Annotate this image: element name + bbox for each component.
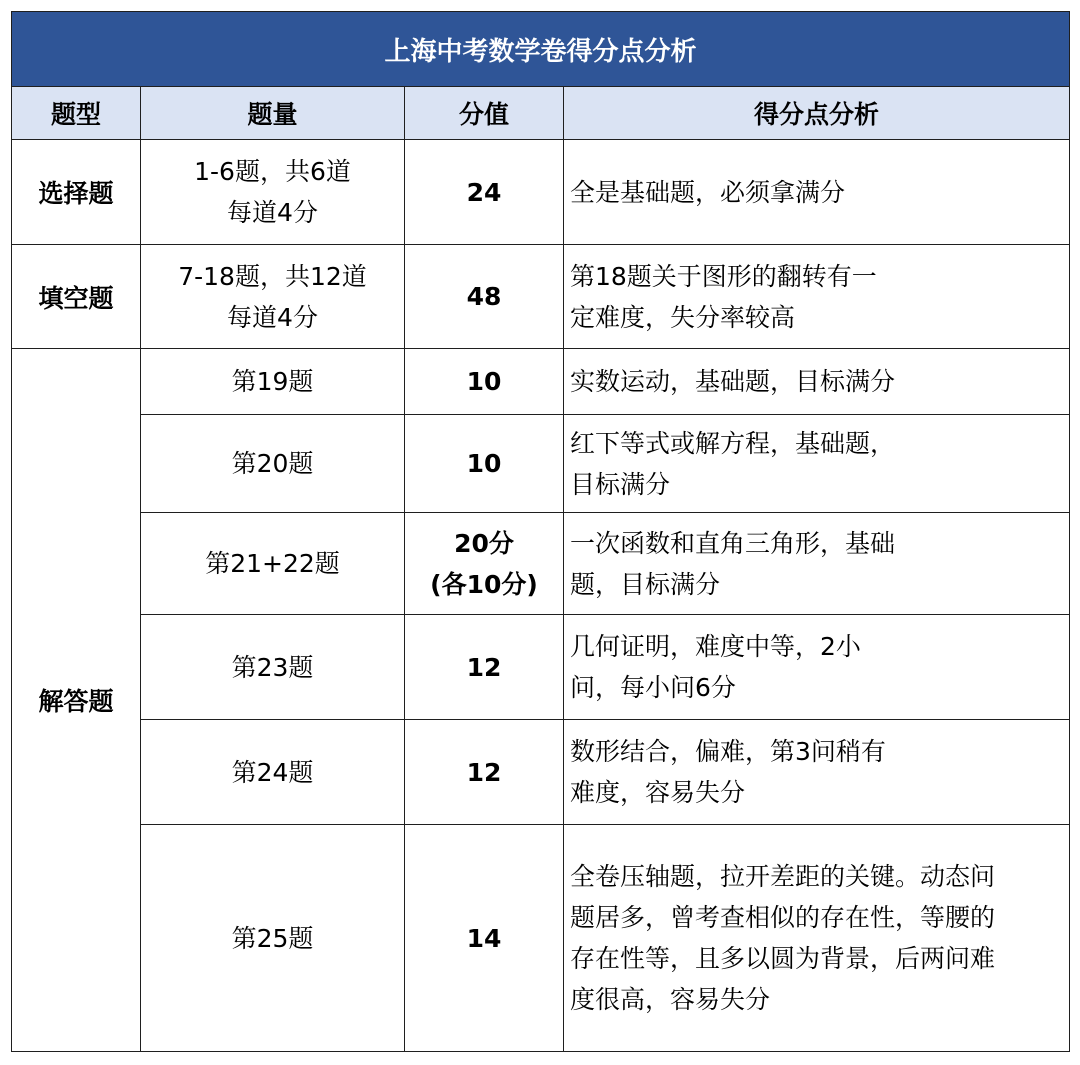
quantity-line: 7-18题，共12道	[178, 261, 367, 291]
analysis-cell	[564, 615, 1070, 720]
score-value: 24	[466, 177, 502, 207]
score-cell	[405, 513, 564, 615]
score-analysis-table	[11, 11, 1070, 1052]
analysis-cell	[564, 349, 1070, 415]
analysis-line: 几何证明，难度中等，2小	[570, 632, 861, 661]
analysis-cell	[564, 415, 1070, 513]
score-value: 10	[466, 367, 502, 396]
score-cell	[405, 245, 564, 349]
table-row	[12, 513, 1070, 615]
analysis-line: 难度，容易失分	[570, 778, 746, 807]
analysis-line: 全卷压轴题，拉开差距的关键。动态问	[570, 862, 996, 891]
analysis-line: 目标满分	[570, 469, 671, 499]
quantity-cell	[141, 349, 405, 415]
score-value: 10	[466, 449, 502, 478]
quantity-line: 第21+22题	[205, 549, 340, 578]
score-value: 12	[466, 652, 502, 682]
analysis-cell	[564, 825, 1070, 1052]
analysis-line: 问，每小问6分	[570, 673, 736, 702]
type-cell: 解答题	[12, 349, 141, 1052]
quantity-cell	[141, 415, 405, 513]
quantity-cell	[141, 513, 405, 615]
table-row	[12, 615, 1070, 720]
score-value: 48	[466, 282, 502, 311]
header-score: 分值	[405, 87, 564, 140]
quantity-cell	[141, 825, 405, 1052]
score-value: 20分	[454, 528, 514, 558]
analysis-line: 全是基础题，必须拿满分	[570, 177, 846, 207]
quantity-line: 第20题	[231, 449, 314, 478]
analysis-cell	[564, 720, 1070, 825]
quantity-cell	[141, 140, 405, 245]
table-title: 上海中考数学卷得分点分析	[12, 12, 1070, 87]
analysis-line: 红下等式或解方程，基础题，	[570, 428, 896, 458]
table-row	[12, 349, 1070, 415]
quantity-line: 每道4分	[227, 302, 318, 332]
analysis-line: 存在性等，且多以圆为背景，后两问难	[570, 944, 996, 973]
type-cell: 填空题	[12, 245, 141, 349]
header-row	[12, 87, 1070, 140]
score-cell	[405, 720, 564, 825]
score-value: 12	[466, 757, 502, 787]
analysis-cell	[564, 140, 1070, 245]
analysis-line: 第18题关于图形的翻转有一	[570, 261, 877, 291]
quantity-line: 第23题	[231, 652, 314, 682]
score-cell	[405, 140, 564, 245]
score-cell	[405, 415, 564, 513]
score-cell	[405, 615, 564, 720]
score-value: (各10分)	[430, 569, 538, 599]
quantity-line: 第19题	[231, 367, 314, 396]
analysis-cell	[564, 245, 1070, 349]
score-cell	[405, 825, 564, 1052]
table-row	[12, 245, 1070, 349]
title-row	[12, 12, 1070, 87]
table-row	[12, 825, 1070, 1052]
analysis-line: 一次函数和直角三角形，基础	[570, 528, 896, 558]
analysis-line: 实数运动，基础题，目标满分	[570, 367, 896, 396]
analysis-cell	[564, 513, 1070, 615]
table-row	[12, 720, 1070, 825]
table-row	[12, 415, 1070, 513]
type-cell: 选择题	[12, 140, 141, 245]
quantity-cell	[141, 720, 405, 825]
score-value: 14	[466, 923, 502, 953]
quantity-cell	[141, 245, 405, 349]
analysis-line: 题居多，曾考查相似的存在性，等腰的	[570, 903, 996, 932]
analysis-line: 度很高，容易失分	[570, 985, 771, 1014]
analysis-line: 数形结合，偏难，第3问稍有	[570, 737, 886, 766]
header-quantity: 题量	[141, 87, 405, 140]
table-row	[12, 140, 1070, 245]
analysis-line: 题，目标满分	[570, 569, 721, 599]
header-type: 题型	[12, 87, 141, 140]
quantity-line: 每道4分	[227, 198, 318, 227]
quantity-line: 第24题	[231, 757, 314, 787]
quantity-cell	[141, 615, 405, 720]
quantity-line: 第25题	[231, 923, 314, 953]
quantity-line: 1-6题，共6道	[194, 157, 351, 186]
analysis-line: 定难度，失分率较高	[570, 302, 796, 332]
score-cell	[405, 349, 564, 415]
header-analysis: 得分点分析	[564, 87, 1070, 140]
